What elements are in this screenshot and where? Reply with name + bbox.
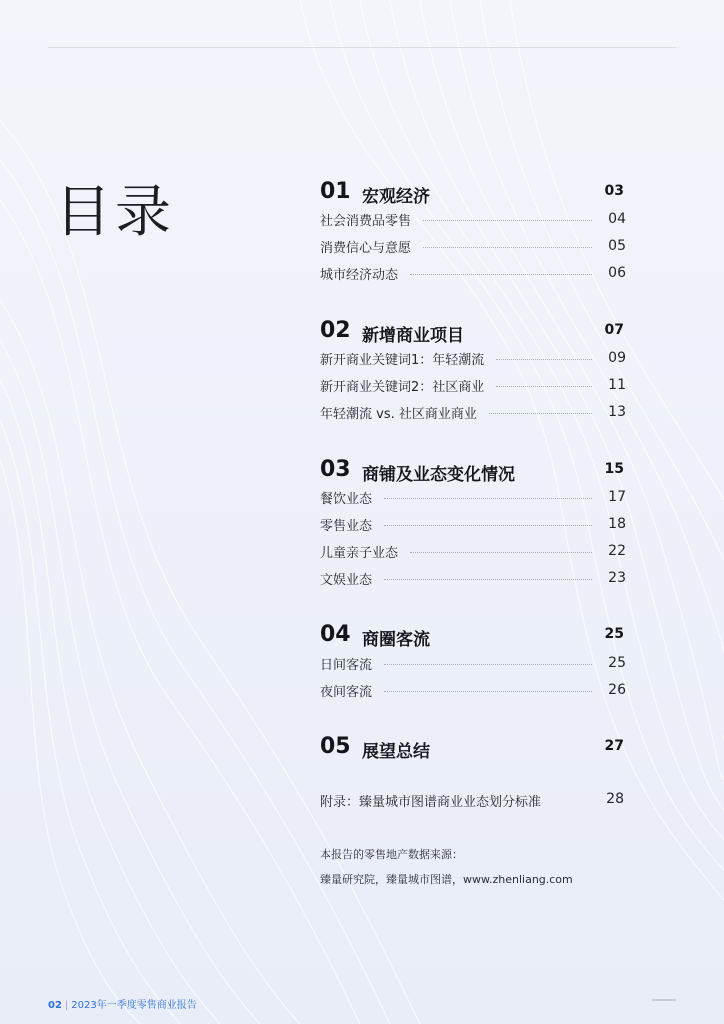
dot-leader <box>496 386 592 387</box>
toc-item-page: 06 <box>608 265 626 281</box>
toc-item-page: 05 <box>608 238 626 254</box>
section-number: 01 <box>320 179 351 204</box>
source-line-2: 臻量研究院，臻量城市图谱，www.zhenliang.com <box>320 873 573 886</box>
toc-item[interactable] <box>320 568 626 588</box>
toc-item-page: 04 <box>608 211 626 227</box>
dot-leader <box>423 220 592 221</box>
toc-item-page: 22 <box>608 543 626 559</box>
toc-section-01[interactable] <box>320 179 626 205</box>
toc-item[interactable] <box>320 487 626 507</box>
top-divider <box>48 47 676 48</box>
toc-item[interactable] <box>320 514 626 534</box>
toc-item-page: 17 <box>608 489 626 505</box>
toc-section-05[interactable] <box>320 734 626 760</box>
section-title: 商铺及业态变化情况 <box>362 465 515 485</box>
dot-leader <box>384 498 592 499</box>
toc-section-02[interactable] <box>320 318 626 344</box>
toc-item[interactable] <box>320 209 626 229</box>
source-line-1: 本报告的零售地产数据来源： <box>320 848 463 861</box>
dot-leader <box>410 274 592 275</box>
page-footer <box>48 996 197 1011</box>
toc-item-label: 儿童亲子业态 <box>320 545 399 561</box>
footer-page-number: 02 <box>48 1000 62 1011</box>
section-page: 27 <box>604 738 624 754</box>
section-page: 03 <box>604 183 624 199</box>
section-title: 展望总结 <box>362 742 430 762</box>
section-number: 02 <box>320 318 351 343</box>
toc-item-label: 餐饮业态 <box>320 491 373 507</box>
toc-item-label: 消费信心与意愿 <box>320 240 412 256</box>
toc-item-label: 文娱业态 <box>320 572 373 588</box>
toc-item-label: 夜间客流 <box>320 684 373 700</box>
dot-leader <box>384 525 592 526</box>
toc-item-page: 23 <box>608 570 626 586</box>
appendix-page: 28 <box>606 791 624 807</box>
toc-item-page: 25 <box>608 655 626 671</box>
dot-leader <box>410 552 592 553</box>
toc-item-page: 11 <box>608 377 626 393</box>
toc-item-label: 社会消费品零售 <box>320 213 412 229</box>
dot-leader <box>496 359 592 360</box>
appendix-label: 附录：臻量城市图谱商业业态划分标准 <box>320 795 542 810</box>
footer-separator: | <box>64 1000 69 1011</box>
toc-item[interactable] <box>320 680 626 700</box>
toc-item[interactable] <box>320 541 626 561</box>
toc-item[interactable] <box>320 653 626 673</box>
toc-item-page: 26 <box>608 682 626 698</box>
section-page: 25 <box>604 626 624 642</box>
data-source-note <box>320 842 573 892</box>
footer-mark <box>652 999 676 1001</box>
toc-section-03[interactable] <box>320 457 626 483</box>
dot-leader <box>423 247 592 248</box>
toc-item-label: 日间客流 <box>320 657 373 673</box>
section-page: 07 <box>604 322 624 338</box>
toc-item-label: 城市经济动态 <box>320 267 399 283</box>
toc-item[interactable] <box>320 236 626 256</box>
section-page: 15 <box>604 461 624 477</box>
section-number: 04 <box>320 622 351 647</box>
toc-appendix[interactable] <box>320 789 626 811</box>
toc-item[interactable] <box>320 263 626 283</box>
toc-item-page: 13 <box>608 404 626 420</box>
section-title: 宏观经济 <box>362 187 430 207</box>
toc-item[interactable] <box>320 348 626 368</box>
toc-item[interactable] <box>320 375 626 395</box>
toc-item[interactable] <box>320 402 626 422</box>
toc-item-label: 年轻潮流 vs. 社区商业商业 <box>320 406 477 422</box>
footer-report-title: 2023年一季度零售商业报告 <box>71 1000 197 1011</box>
toc-item-label: 新开商业关键词1：年轻潮流 <box>320 352 485 368</box>
toc-item-label: 新开商业关键词2：社区商业 <box>320 379 485 395</box>
toc-section-04[interactable] <box>320 622 626 648</box>
section-title: 新增商业项目 <box>362 326 464 346</box>
toc-item-label: 零售业态 <box>320 518 373 534</box>
dot-leader <box>384 691 592 692</box>
section-title: 商圈客流 <box>362 630 430 650</box>
dot-leader <box>489 413 592 414</box>
dot-leader <box>384 579 592 580</box>
section-number: 05 <box>320 734 351 759</box>
page-title: 目录 <box>55 180 175 245</box>
toc-item-page: 18 <box>608 516 626 532</box>
dot-leader <box>384 664 592 665</box>
section-number: 03 <box>320 457 351 482</box>
toc-item-page: 09 <box>608 350 626 366</box>
